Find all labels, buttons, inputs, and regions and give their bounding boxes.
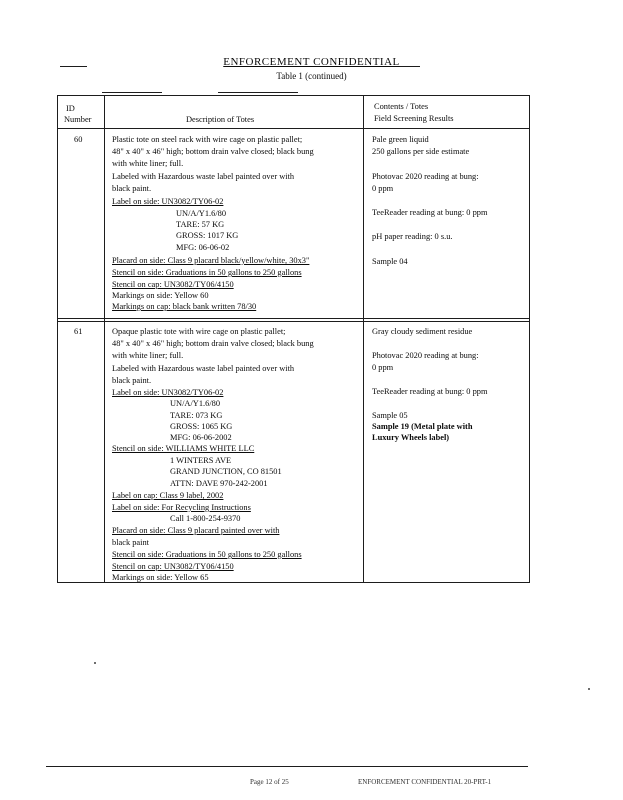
row61-desc-10: Stencil on side: WILLIAMS WHITE LLC (112, 444, 255, 453)
row60-contents-6: Sample 04 (372, 257, 408, 266)
row-id: 60 (74, 135, 83, 144)
row61-desc-20: Stencil on cap: UN3082/TY06/4150 (112, 562, 234, 571)
row60-desc-1: 48" x 40" x 46" high; bottom drain valve closed; black bung (112, 147, 314, 156)
row60-desc-6: UN/A/Y1.6/80 (176, 209, 227, 218)
row61-contents-2: 0 ppm (372, 363, 394, 372)
row61-desc-6: UN/A/Y1.6/80 (170, 399, 221, 408)
header-rule-mid (102, 92, 162, 93)
document-title: ENFORCEMENT CONFIDENTIAL (223, 56, 400, 68)
page-number: Page 12 of 25 (250, 778, 289, 786)
col1-header-line2: Number (64, 115, 92, 124)
col-divider-2 (363, 95, 364, 583)
row60-contents-4: TeeReader reading at bung: 0 ppm (372, 208, 488, 217)
row61-desc-5: Label on side: UN3082/TY06-02 (112, 388, 224, 397)
header-divider (57, 128, 530, 129)
row60-contents-3: 0 ppm (372, 184, 394, 193)
col3-header-line2: Field Screening Results (374, 114, 454, 123)
row61-desc-0: Opaque plastic tote with wire cage on plastic pallet; (112, 327, 286, 336)
row60-contents-0: Pale green liquid (372, 135, 429, 144)
row61-contents-3: TeeReader reading at bung: 0 ppm (372, 387, 488, 396)
row61-desc-14: Label on cap: Class 9 label, 2002 (112, 491, 224, 500)
document-subtitle: Table 1 (continued) (276, 71, 347, 81)
row61-desc-19: Stencil on side: Graduations in 50 gallons to 250 gallons (112, 550, 302, 559)
row61-desc-3: Labeled with Hazardous waste label painted over with (112, 364, 295, 373)
row60-contents-5: pH paper reading: 0 s.u. (372, 232, 453, 241)
row61-desc-17: Placard on side: Class 9 placard painted over with (112, 526, 280, 535)
row61-desc-21: Markings on side: Yellow 65 (112, 573, 209, 582)
row61-desc-12: GRAND JUNCTION, CO 81501 (170, 467, 282, 476)
row61-contents-5: Sample 19 (Metal plate with (372, 422, 473, 431)
row60-desc-9: MFG: 06-06-02 (176, 243, 230, 252)
row60-contents-1: 250 gallons per side estimate (372, 147, 470, 156)
col2-header: Description of Totes (186, 115, 255, 124)
row61-contents-6: Luxury Wheels label) (372, 433, 450, 442)
row61-contents-1: Photovac 2020 reading at bung: (372, 351, 479, 360)
row61-desc-8: GROSS: 1065 KG (170, 422, 233, 431)
col-divider-1 (104, 95, 105, 583)
row60-desc-4: black paint. (112, 184, 152, 193)
row61-desc-9: MFG: 06-06-2002 (170, 433, 232, 442)
row61-desc-1: 48" x 40" x 46" high; bottom drain valve closed; black bung (112, 339, 314, 348)
row60-desc-13: Markings on side: Yellow 60 (112, 291, 209, 300)
row61-desc-2: with white liner; full. (112, 351, 184, 360)
row60-desc-0: Plastic tote on steel rack with wire cage on plastic pallet; (112, 135, 303, 144)
row61-desc-18: black paint (112, 538, 149, 547)
header-rule-mid2 (218, 92, 298, 93)
row60-desc-12: Stencil on cap: UN3082/TY06/4150 (112, 280, 234, 289)
row60-desc-8: GROSS: 1017 KG (176, 231, 239, 240)
row60-desc-10: Placard on side: Class 9 placard black/yellow/white, 30x3" (112, 256, 310, 265)
row61-desc-15: Label on side: For Recycling Instructions (112, 503, 251, 512)
row-id: 61 (74, 327, 83, 336)
row61-desc-16: Call 1-800-254-9370 (170, 514, 241, 523)
row60-desc-5: Label on side: UN3082/TY06-02 (112, 197, 224, 206)
row60-contents-2: Photovac 2020 reading at bung: (372, 172, 479, 181)
row-divider (57, 318, 530, 319)
row61-contents-0: Gray cloudy sediment residue (372, 327, 473, 336)
scan-speck (588, 688, 590, 690)
row60-desc-3: Labeled with Hazardous waste label painted over with (112, 172, 295, 181)
scan-speck (94, 662, 96, 664)
row60-desc-2: with white liner; full. (112, 159, 184, 168)
row61-desc-13: ATTN: DAVE 970-242-2001 (170, 479, 268, 488)
row61-desc-11: 1 WINTERS AVE (170, 456, 232, 465)
row-divider-double (57, 321, 530, 322)
footer-id: ENFORCEMENT CONFIDENTIAL 20-PRT-1 (358, 778, 492, 786)
row61-contents-4: Sample 05 (372, 411, 408, 420)
col1-header-line1: ID (66, 104, 75, 113)
row60-desc-7: TARE: 57 KG (176, 220, 225, 229)
row61-desc-4: black paint. (112, 376, 152, 385)
row61-desc-7: TARE: 073 KG (170, 411, 223, 420)
col3-header-line1: Contents / Totes (374, 102, 429, 111)
row60-desc-14: Markings on cap: black bank written 78/30 (112, 302, 257, 311)
row60-desc-11: Stencil on side: Graduations in 50 gallons to 250 gallons (112, 268, 302, 277)
footer-rule (46, 766, 528, 767)
